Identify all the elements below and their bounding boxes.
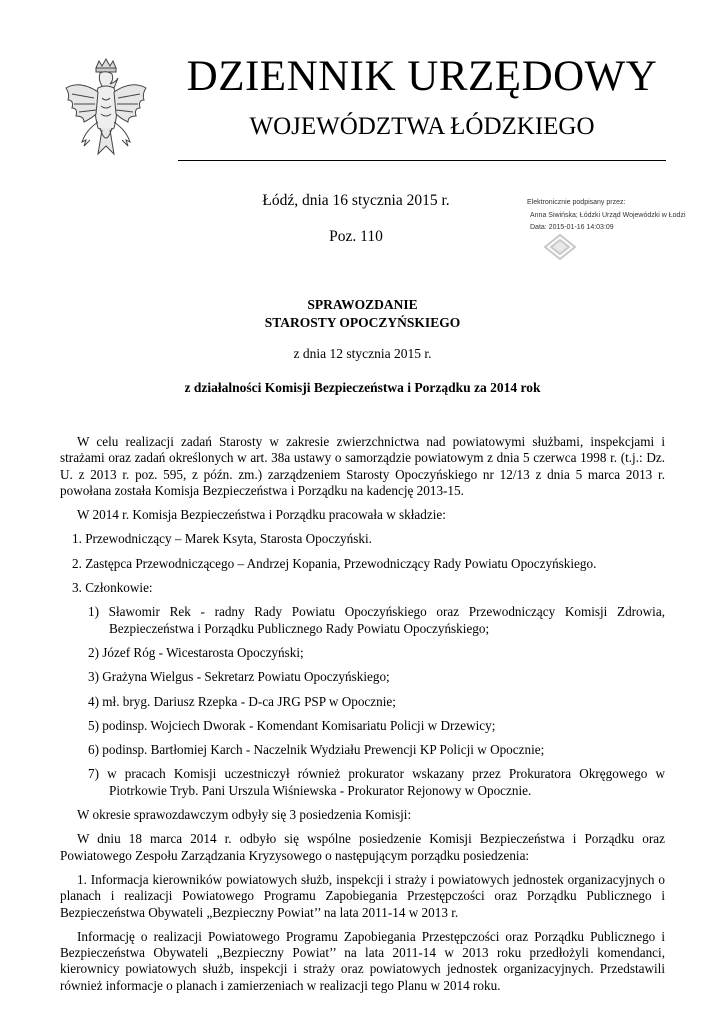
report-subject: z działalności Komisji Bezpieczeństwa i Porządku za 2014 rok bbox=[184, 380, 541, 395]
list-item: 6) podinsp. Bartłomiej Karch - Naczelnik Wydziału Prewencji KP Policji w Opocznie; bbox=[88, 742, 545, 758]
report-type: SPRAWOZDANIE bbox=[307, 297, 418, 312]
masthead-title: DZIENNIK URZĘDOWY bbox=[186, 53, 658, 100]
list-item: 3. Członkowie: bbox=[72, 580, 153, 596]
document-body bbox=[60, 434, 665, 1002]
body-paragraph: Informację o realizacji Powiatowego Programu Zapobiegania Przestępczości oraz Porządku Publicznego i Bezpieczeństwa Obywateli „Bezpieczny Powiat’’ na lata 2011-14 w 2013 roku przedłożyli komendanci, kierownicy powiatowych służb, inspekcji i straży oraz powiatowych jednostek organizacyjnych. Przedstawili również informacje o planach i zamierzeniach w realizacji tego Planu w 2014 roku. bbox=[60, 928, 665, 993]
signature-stamp-icon bbox=[541, 231, 579, 263]
publication-place-date: Łódź, dnia 16 stycznia 2015 r. bbox=[262, 192, 450, 209]
electronic-signature-block bbox=[527, 197, 686, 235]
list-item: 4) mł. bryg. Dariusz Rzepka - D-ca JRG PSP w Opocznie; bbox=[88, 693, 396, 709]
report-author: STAROSTY OPOCZYŃSKIEGO bbox=[264, 315, 461, 330]
list-item: 5) podinsp. Wojciech Dworak - Komendant Komisariatu Policji w Drzewicy; bbox=[88, 717, 496, 733]
body-paragraph: W 2014 r. Komisja Bezpieczeństwa i Porządku pracowała w składzie: bbox=[77, 507, 446, 523]
list-item: 3) Grażyna Wielgus - Sekretarz Powiatu Opoczyńskiego; bbox=[88, 669, 390, 685]
masthead-divider bbox=[178, 160, 666, 161]
body-paragraph: W dniu 18 marca 2014 r. odbyło się wspólne posiedzenie Komisji Bezpieczeństwa i Porządku oraz Powiatowego Zespołu Zarządzania Kryzysowego o następującym porządku posiedzenia: bbox=[60, 831, 665, 863]
signature-line-2: Anna Siwińska; Łódzki Urząd Wojewódzki w Łodzi bbox=[530, 211, 686, 219]
publication-position: Poz. 110 bbox=[329, 228, 383, 245]
list-item: 1. Przewodniczący – Marek Ksyta, Starosta Opoczyński. bbox=[72, 531, 372, 547]
body-paragraph: 1. Informacja kierowników powiatowych służb, inspekcji i straży i powiatowych jednostek organizacyjnych o planach i realizacji Powiatowego Programu Zapobiegania Przestępczości oraz Porządku Publicznego i Bezpieczeństwa Obywateli „Bezpieczny Powiat’’ na lata 2011-14 w 2013 r. bbox=[60, 871, 665, 920]
body-paragraph: W celu realizacji zadań Starosty w zakresie zwierzchnictwa nad powiatowymi służbami, inspekcjami i strażami oraz zadań określonych w art. 38a ustawy o samorządzie powiatowym z dnia 5 czerwca 1998 r. (t.j.: Dz. U. z 2013 r. poz. 595, z późn. zm.) zarządzeniem Starosty Opoczyńskiego nr 12/13 z dnia 5 marca 2013 r. powołana została Komisja Bezpieczeństwa i Porządku na kadencję 2013-15. bbox=[60, 434, 665, 498]
list-item: 1) Sławomir Rek - radny Rady Powiatu Opoczyńskiego oraz Przewodniczący Komisji Zdrowia, Bezpieczeństwa i Porządku Publicznego Rady Powiatu Opoczyńskiego; bbox=[88, 604, 665, 636]
list-item: 2. Zastępca Przewodniczącego – Andrzej Kopania, Przewodniczący Rady Powiatu Opoczyńskiego. bbox=[72, 555, 597, 571]
masthead-subtitle: WOJEWÓDZTWA ŁÓDZKIEGO bbox=[249, 113, 595, 140]
list-item: 7) w pracach Komisji uczestniczył również prokurator wskazany przez Prokuratora Okręgowego w Piotrkowie Tryb. Pani Urszula Wiśniewska - Prokurator Rejonowy w Opocznie. bbox=[88, 766, 665, 798]
eagle-emblem-icon bbox=[62, 58, 150, 166]
signature-line-3: Data: 2015-01-16 14:03:09 bbox=[530, 224, 614, 231]
list-item: 2) Józef Róg - Wicestarosta Opoczyński; bbox=[88, 644, 304, 660]
signature-line-1: Elektronicznie podpisany przez: bbox=[527, 199, 626, 206]
report-date: z dnia 12 stycznia 2015 r. bbox=[293, 346, 432, 361]
body-paragraph: W okresie sprawozdawczym odbyły się 3 posiedzenia Komisji: bbox=[77, 807, 412, 823]
